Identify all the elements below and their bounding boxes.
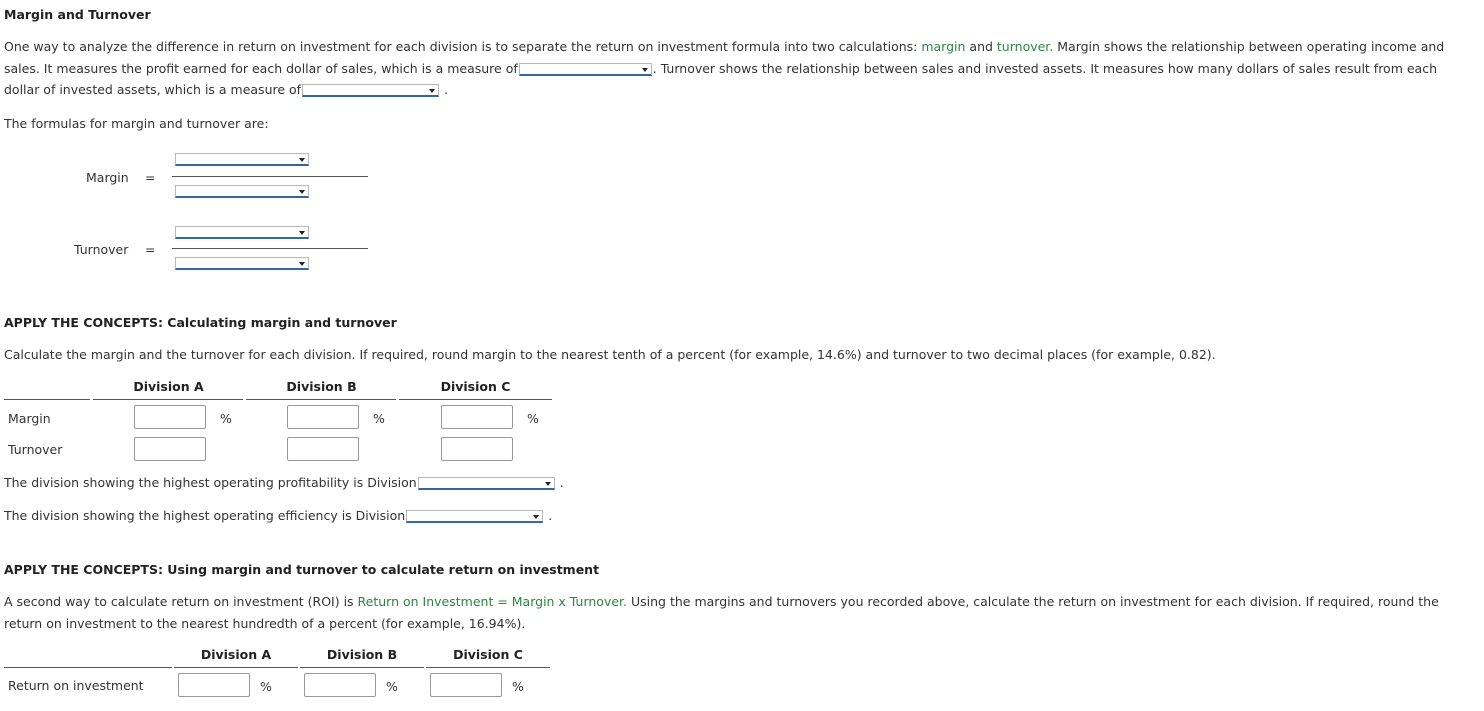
turnover-input-division-c[interactable] xyxy=(441,437,513,461)
turnover-input-division-b[interactable] xyxy=(287,437,359,461)
intro-text-a: One way to analyze the difference in return on investment for each division is to separate the return on investment formula into two calculations: xyxy=(4,39,922,54)
margin-input-division-a[interactable] xyxy=(134,405,206,429)
profitability-division-dropdown[interactable] xyxy=(418,477,555,490)
roi-paragraph xyxy=(4,591,1474,634)
turnover-fraction-bar xyxy=(172,248,368,249)
profitability-question-text: The division showing the highest operating profitability is Division xyxy=(4,475,417,490)
roi-header-division-b: Division B xyxy=(326,647,398,662)
profitability-question xyxy=(4,475,564,490)
roi-percent-a: % xyxy=(260,679,272,694)
roi-input-division-b[interactable] xyxy=(304,673,376,697)
row-label-roi: Return on investment xyxy=(8,678,144,693)
term-margin: margin xyxy=(921,39,966,54)
efficiency-division-dropdown[interactable] xyxy=(406,510,543,523)
section-title-roi: APPLY THE CONCEPTS: Using margin and turnover to calculate return on investment xyxy=(4,562,600,577)
row-label-turnover: Turnover xyxy=(8,442,63,457)
margin-numerator-dropdown[interactable] xyxy=(175,153,309,166)
header-rule-b xyxy=(246,399,396,400)
roi-input-division-c[interactable] xyxy=(430,673,502,697)
roi-formula-text: Return on Investment = Margin x Turnover. xyxy=(357,594,628,609)
intro-text-c: . Turnover shows the relationship between sales and invested assets. It measures how many dollars of sales result from each dollar of invested assets, which is a measure of xyxy=(4,60,1438,97)
roi-header-division-c: Division C xyxy=(453,647,523,662)
term-turnover: turnover. xyxy=(996,39,1054,54)
margin-formula-label: Margin xyxy=(86,170,129,185)
profitability-end: . xyxy=(559,475,564,490)
margin-input-division-b[interactable] xyxy=(287,405,359,429)
roi-header-rule-label xyxy=(4,667,172,668)
header-rule-a xyxy=(93,399,243,400)
intro-paragraph xyxy=(4,36,1470,101)
header-division-a: Division A xyxy=(133,379,204,394)
margin-percent-a: % xyxy=(220,411,232,426)
roi-header-division-a: Division A xyxy=(200,647,272,662)
roi-header-rule-b xyxy=(300,667,424,668)
header-division-b: Division B xyxy=(286,379,357,394)
margin-percent-c: % xyxy=(527,411,539,426)
margin-denominator-dropdown[interactable] xyxy=(175,185,309,198)
formulas-intro: The formulas for margin and turnover are: xyxy=(4,116,269,131)
margin-percent-b: % xyxy=(373,411,385,426)
section-title-calc-margin-turnover: APPLY THE CONCEPTS: Calculating margin and turnover xyxy=(4,315,397,330)
roi-text-b: Using the margins and turnovers you recorded above, calculate the return on investment for each division. If required, round the return on investment to the nearest hundredth of a percent (for example, 16.94%). xyxy=(4,594,1439,631)
turnover-denominator-dropdown[interactable] xyxy=(175,257,309,270)
intro-text-b: Margin shows the relationship between operating income and sales. It measures the profit earned for each dollar of sales, which is a measure of xyxy=(4,39,1445,76)
turnover-measure-dropdown[interactable] xyxy=(302,84,439,97)
calc-instructions: Calculate the margin and the turnover for each division. If required, round margin to the nearest tenth of a percent (for example, 14.6%) and turnover to two decimal places (for example, 0.82). xyxy=(4,347,1216,362)
turnover-equals-sign: = xyxy=(145,242,156,257)
section-title-margin-turnover: Margin and Turnover xyxy=(4,7,151,22)
header-rule-label xyxy=(4,399,90,400)
roi-percent-b: % xyxy=(386,679,398,694)
margin-input-division-c[interactable] xyxy=(441,405,513,429)
turnover-formula-label: Turnover xyxy=(74,242,129,257)
row-label-margin: Margin xyxy=(8,411,51,426)
margin-equals-sign: = xyxy=(145,170,156,185)
header-division-c: Division C xyxy=(440,379,511,394)
roi-header-rule-c xyxy=(426,667,550,668)
intro-text-end: . xyxy=(444,82,449,97)
turnover-input-division-a[interactable] xyxy=(134,437,206,461)
efficiency-question-text: The division showing the highest operating efficiency is Division xyxy=(4,508,406,523)
turnover-numerator-dropdown[interactable] xyxy=(175,226,309,239)
roi-header-rule-a xyxy=(174,667,298,668)
roi-text-a: A second way to calculate return on investment (ROI) is xyxy=(4,594,358,609)
efficiency-end: . xyxy=(548,508,553,523)
roi-percent-c: % xyxy=(512,679,524,694)
intro-text-and: and xyxy=(965,39,997,54)
efficiency-question xyxy=(4,508,552,523)
margin-measure-dropdown[interactable] xyxy=(519,63,652,76)
header-rule-c xyxy=(399,399,552,400)
margin-fraction-bar xyxy=(172,176,368,177)
roi-input-division-a[interactable] xyxy=(178,673,250,697)
